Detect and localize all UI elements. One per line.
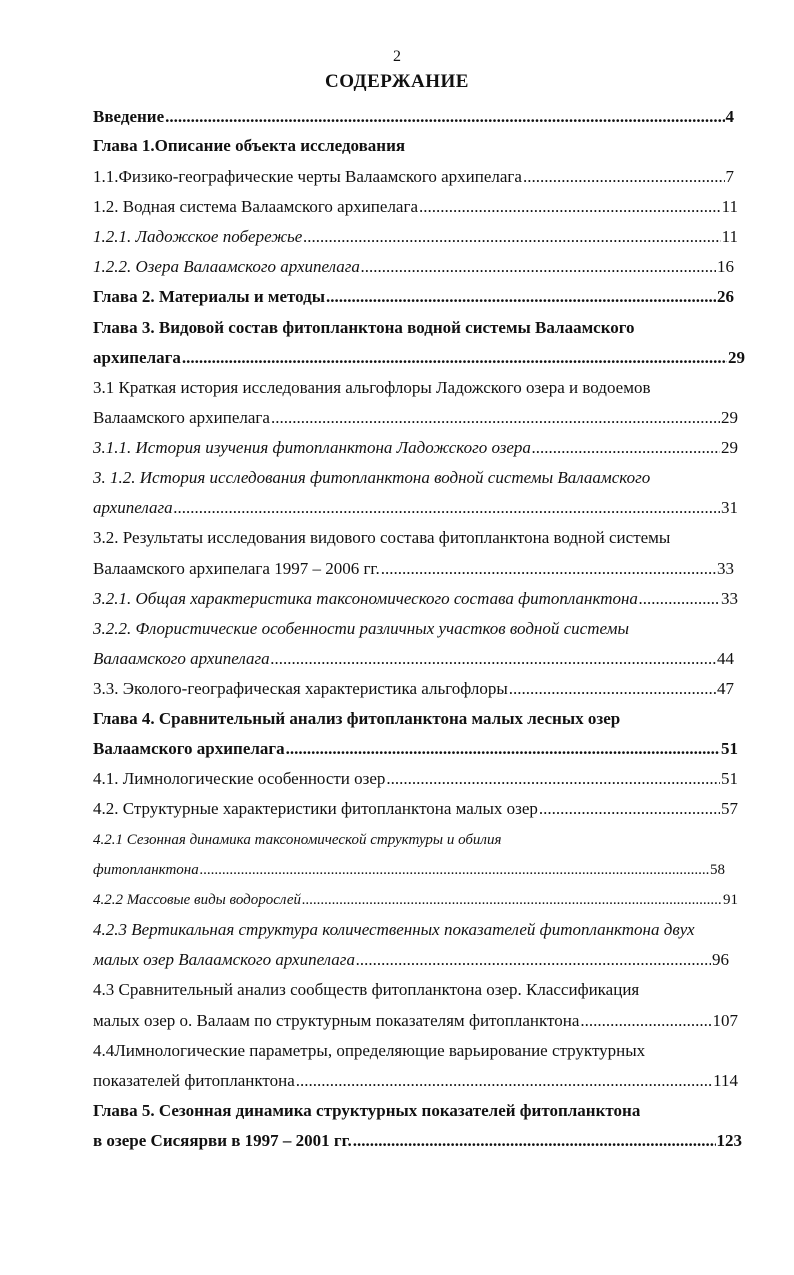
toc-chapter-heading: Глава 1.Описание объекта исследования [93,136,406,155]
toc-subentry: Валаамского архипелага ..... 44 [93,649,734,669]
toc-subentry-line: 3.2.2. Флористические особенности различных участков водной системы [93,619,629,638]
toc-subentry: 4.2.2 Массовые виды водорослей ..... 91 [93,890,738,910]
toc-subentry-line: 4.2.1 Сезонная динамика таксономической структуры и обилия [93,832,502,848]
toc-entry: 3.3. Эколого-географическая характеристика альгофлоры ..... 47 [93,679,734,699]
toc-entry: Валаамского архипелага ..... 51 [93,739,738,759]
toc-subentry: фитопланктона ..... 58 [93,860,725,880]
toc-chapter-heading: Глава 4. Сравнительный анализ фитопланктона малых лесных озер [93,709,621,728]
toc-entry-line: 4.3 Сравнительный анализ сообществ фитопланктона озер. Классификация [93,980,640,999]
toc-entry-line: 4.4Лимнологические параметры, определяющие варьирование структурных [93,1041,646,1060]
toc-dot-leader [165,107,724,127]
toc-entry-chapter-2: Глава 2. Материалы и методы ..... 26 [93,287,734,307]
toc-subentry-line: 4.2.3 Вертикальная структура количественных показателей фитопланктона двух [93,920,695,939]
toc-subentry: 1.2.2. Озера Валаамского архипелага ..... 16 [93,257,734,277]
toc-subentry-line: 3. 1.2. История исследования фитопланктона водной системы Валаамского [93,468,651,487]
toc-entry-line: 3.1 Краткая история исследования альгофлоры Ладожского озера и водоемов [93,378,651,397]
toc-chapter-heading: Глава 5. Сезонная динамика структурных показателей фитопланктона [93,1101,641,1120]
toc-entry: Валаамского архипелага 1997 – 2006 гг. ..... 33 [93,559,734,579]
toc-entry: 1.1.Физико-географические черты Валаамского архипелага ..... 7 [93,167,734,187]
toc-subentry: архипелага ..... 31 [93,498,738,518]
toc-subentry: 1.2.1. Ладожское побережье ..... 11 [93,227,738,247]
toc-entry: 1.2. Водная система Валаамского архипелага ..... 11 [93,197,738,217]
toc-entry: малых озер о. Валаам по структурным показателям фитопланктона ..... 107 [93,1011,738,1031]
page-number: 2 [393,48,401,65]
page-title: СОДЕРЖАНИЕ [325,71,469,92]
toc-subentry: 3.2.1. Общая характеристика таксономического состава фитопланктона ..... 33 [93,589,738,609]
toc-chapter-heading: Глава 3. Видовой состав фитопланктона водной системы Валаамского [93,318,635,337]
toc-entry: в озере Сисяярви в 1997 – 2001 гг. ..... 123 [93,1131,742,1151]
toc-entry: архипелага ..... 29 [93,348,745,368]
toc-entry: 4.2. Структурные характеристики фитопланктона малых озер ..... 57 [93,799,738,819]
toc-entry: показателей фитопланктона ..... 114 [93,1071,738,1091]
toc-subentry: 3.1.1. История изучения фитопланктона Ладожского озера ..... 29 [93,438,738,458]
toc-entry-introduction: Введение ..... 4 [93,107,734,127]
toc-subentry: малых озер Валаамского архипелага ..... 96 [93,950,729,970]
toc-entry-line: 3.2. Результаты исследования видового состава фитопланктона водной системы [93,528,671,547]
toc-entry: 4.1. Лимнологические особенности озер ..... 51 [93,769,738,789]
toc-entry: Валаамского архипелага ..... 29 [93,408,738,428]
